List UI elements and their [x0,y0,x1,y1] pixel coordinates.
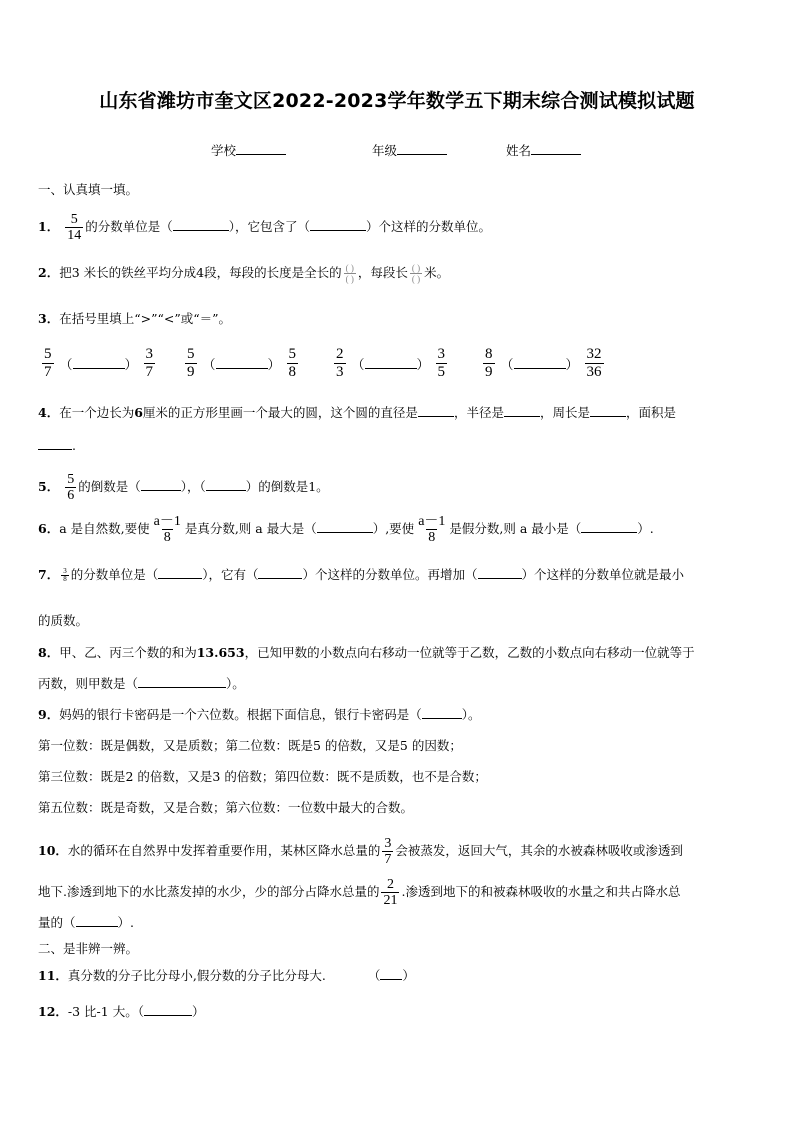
fraction-blank: ( ) ( ) [411,263,421,284]
answer-blank [138,675,226,688]
fraction: $\frac{5}{14}$ [67,212,82,243]
answer-blank [144,1003,192,1016]
answer-blank [206,478,246,491]
answer-blank [365,356,417,369]
grade-blank [397,142,447,155]
question-number: 1． [38,219,60,234]
section-2-heading: 二、是非辨一辨。 [38,941,139,956]
fraction-blank: ( ) ( ) [345,263,354,284]
question-6: 6．a 是自然数,要使 $\frac{a-1}{8}$ 是真分数,则 a 最大是（ ）,要使 $\frac{a-1}{8}$ 是假分数,则 a 最小是（ ）. [38,514,654,545]
school-field [211,141,286,159]
question-9-clue-2: 第三位数：既是2 的倍数，又是3 的倍数；第四位数：既不是质数，也不是合数； [38,769,487,784]
question-9: 9．妈妈的银行卡密码是一个六位数。根据下面信息，银行卡密码是（ ）。 [38,707,481,722]
answer-blank [317,520,373,533]
question-1: 1． $\frac{5}{14}$ 的分数单位是（ ），它包含了（ ）个这样的分数单位。 [38,212,491,243]
grade-field [372,141,447,159]
comparison-item: 5 9 （ ） 5 8 [187,346,297,380]
answer-blank [158,566,202,579]
question-10-end: 量的（ ）. [38,915,134,930]
question-10: 10．水的循环在自然界中发挥着重要作用，某林区降水总量的 $\frac{3}{7}$ 会被蒸发，返回大气，其余的水被森林吸收或渗透到 [38,836,683,867]
question-4-cont: . [38,437,764,455]
comparison-item: 2 3 （ ） 3 5 [336,346,446,380]
question-2: 2．把3 米长的铁丝平均分成4段，每段的长度是全长的 ( ) ( ) ，每段长 ( ) ( ) 米。 [38,263,450,284]
answer-blank [173,218,229,231]
comparison-item: 5 7 （ ） 3 7 [44,346,154,380]
answer-blank [258,566,302,579]
comparison-item: 8 9 （ ） 32 36 [485,346,602,380]
name-blank [531,142,581,155]
answer-blank [76,914,118,927]
answer-blank [310,218,366,231]
answer-blank [73,356,125,369]
question-10-cont: 地下.渗透到地下的水比蒸发掉的水少，少的部分占降水总量的 $\frac{2}{21}$ .渗透到地下的和被森林吸收的水量之和共占降水总 [38,877,681,908]
answer-blank [380,967,402,980]
answer-blank [216,356,268,369]
question-4: 4．在一个边长为6厘米的正方形里画一个最大的圆，这个圆的直径是 ，半径是 ，周长是 ，面积是 [38,405,676,420]
answer-blank [478,566,522,579]
grade-label: 年级 [372,143,398,158]
question-8: 8．甲、乙、丙三个数的和为13.653，已知甲数的小数点向右移动一位就等于乙数，乙数的小数点向右移动一位就等于 [38,645,695,660]
answer-blank [590,404,626,417]
question-5: 5． $\frac{5}{6}$ 的倒数是（ ），（ ）的倒数是1。 [38,472,329,503]
question-3: 3．在括号里填上“>”“<”或“＝”。 [38,311,231,326]
answer-blank [422,706,462,719]
answer-blank [581,520,637,533]
answer-blank [514,356,566,369]
question-9-clue-1: 第一位数：既是偶数，又是质数；第二位数：既是5 的倍数，又是5 的因数； [38,738,462,753]
school-blank [236,142,286,155]
question-11: 11．真分数的分子比分母小,假分数的分子比分母大. （ ） [38,968,415,983]
question-12: 12．-3 比-1 大。（ ） [38,1004,205,1019]
answer-blank [504,404,540,417]
name-field [506,141,581,159]
question-8-cont: 丙数，则甲数是（ ）。 [38,676,245,691]
question-9-clue-3: 第五位数：既是奇数，又是合数；第六位数：一位数中最大的合数。 [38,800,414,815]
question-7-cont: 的质数。 [38,613,89,628]
answer-blank [141,478,181,491]
page-title: 山东省潍坊市奎文区2022-2023学年数学五下期末综合测试模拟试题 [99,90,695,112]
question-7: 7． $\frac{3}{8}$ 的分数单位是（ ），它有（ ）个这样的分数单位。再增加（ ）个这样的分数单位就是最小 [38,567,685,583]
name-label: 姓名 [506,143,532,158]
section-1-heading: 一、认真填一填。 [38,182,139,197]
school-label: 学校 [211,143,237,158]
answer-blank [38,437,72,450]
answer-blank [418,404,454,417]
